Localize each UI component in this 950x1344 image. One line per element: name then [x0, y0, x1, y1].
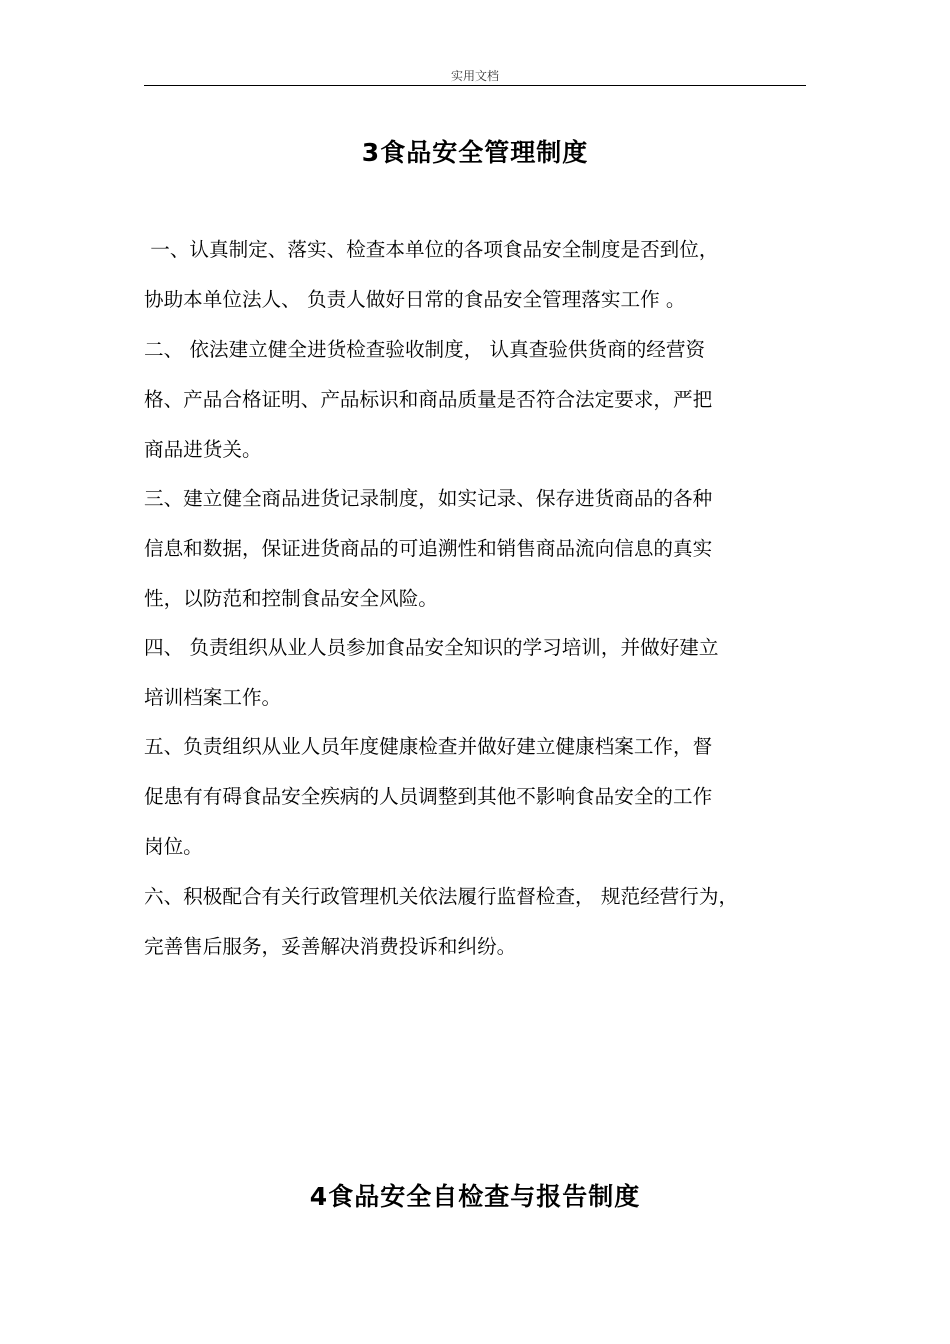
paragraph-line: 信息和数据，保证进货商品的可追溯性和销售商品流向信息的真实 — [144, 537, 713, 560]
paragraph-line: 完善售后服务，妥善解决消费投诉和纠纷。 — [144, 935, 517, 958]
paragraph-line: 商品进货关。 — [144, 438, 262, 461]
section-title-4: 4食品安全自检查与报告制度 — [309, 1182, 641, 1211]
paragraph-line: 协助本单位法人、 负责人做好日常的食品安全管理落实工作 。 — [144, 288, 686, 311]
paragraph-6 — [144, 872, 824, 972]
paragraph-line: 促患有有碍食品安全疾病的人员调整到其他不影响食品安全的工作 — [144, 785, 713, 808]
page-header: 实用文档 — [450, 69, 499, 83]
paragraph-line: 二、 依法建立健全进货检查验收制度， 认真查验供货商的经营资 — [144, 338, 706, 361]
paragraph-5 — [144, 722, 824, 872]
paragraph-line: 一、认真制定、落实、检查本单位的各项食品安全制度是否到位， — [144, 238, 719, 261]
paragraph-line: 培训档案工作。 — [144, 686, 282, 709]
paragraph-3 — [144, 474, 824, 624]
paragraph-line: 五、负责组织从业人员年度健康检查并做好建立健康档案工作，督 — [144, 735, 713, 758]
paragraph-1 — [144, 225, 824, 325]
paragraph-line: 六、积极配合有关行政管理机关依法履行监督检查， 规范经营行为， — [144, 885, 739, 908]
paragraph-line: 四、 负责组织从业人员参加食品安全知识的学习培训，并做好建立 — [144, 636, 719, 659]
paragraph-line: 岗位。 — [144, 835, 203, 858]
paragraph-line: 三、建立健全商品进货记录制度，如实记录、保存进货商品的各种 — [144, 487, 713, 510]
section-title-3: 3食品安全管理制度 — [361, 138, 589, 167]
paragraph-line: 格、产品合格证明、产品标识和商品质量是否符合法定要求，严把 — [144, 388, 713, 411]
header-rule — [144, 85, 806, 86]
paragraph-line: 性，以防范和控制食品安全风险。 — [144, 587, 438, 610]
paragraph-4 — [144, 623, 824, 723]
paragraph-2 — [144, 325, 824, 475]
